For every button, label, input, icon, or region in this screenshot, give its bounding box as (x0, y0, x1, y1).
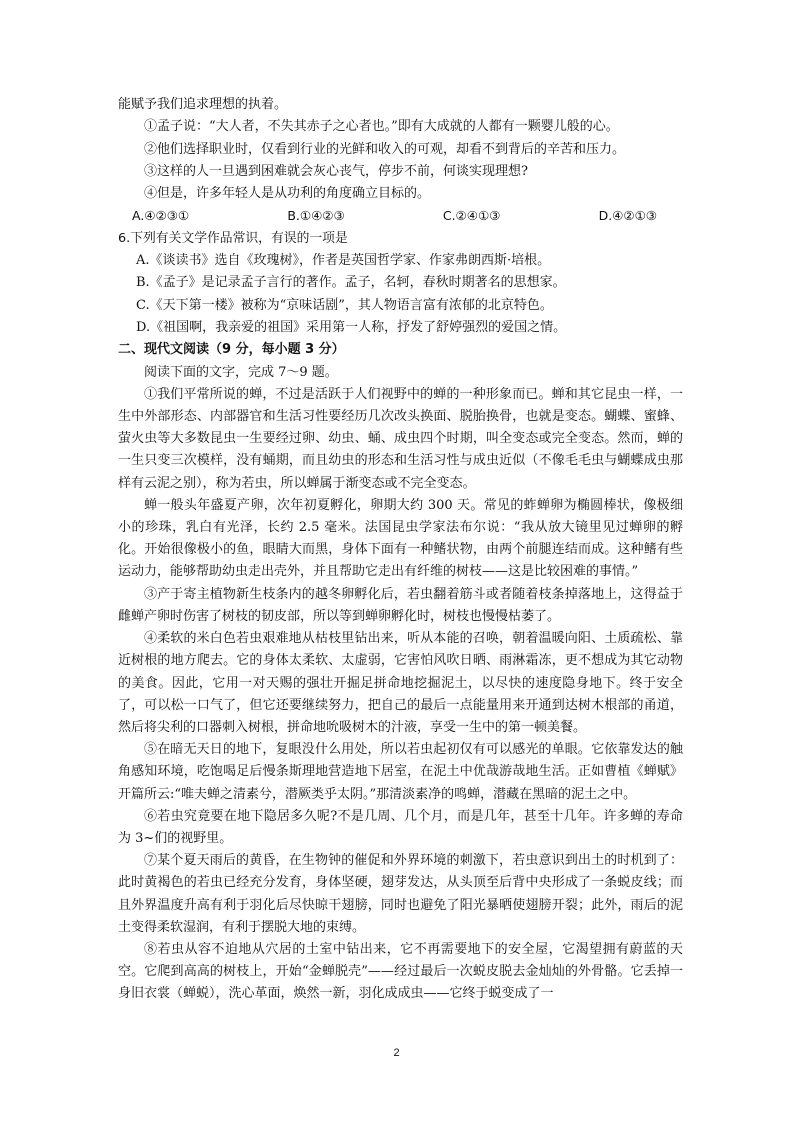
q6-stem: 6.下列有关文学作品常识，有误的一项是 (118, 230, 348, 246)
paragraph-3: ③产于寄主植物新生枝条内的越冬卵孵化后，若虫翻着筋斗或者随着枝条掉落地上，这得益于雌蝉产卵时伤害了树枝的韧皮部，所以等到蝉卵孵化时，树枝也慢慢枯萎了。 (118, 586, 683, 624)
statement-4: ④但是，许多年轻人是从功利的角度确立目标的。 (144, 186, 431, 202)
paragraph-2: 蝉一般头年盛夏产卵，次年初夏孵化，卵期大约 300 天。常见的蚱蝉卵为椭圆棒状，像极细小的珍珠，乳白有光泽，长约 2.5 毫米。法国昆虫学家法布尔说：“我从放大镜里见过蝉卵的孵化。开始很像极小的鱼，眼睛大而黑，身体下面有一种鳍状物，由两个前腿连结而成。这种鳍有些运动力，能够帮助幼虫走出壳外，并且帮助它走出有纤维的树枝——这是比较困难的事情。” (118, 497, 683, 580)
q5-option-a: A.④②③① (132, 208, 190, 224)
q6-option-d: D.《祖国啊，我亲爱的祖国》采用第一人称，抒发了舒婷强烈的爱国之情。 (136, 319, 567, 335)
q5-option-b: B.①④②③ (287, 208, 345, 224)
paragraph-5: ⑤在暗无天日的地下，复眼没什么用处，所以若虫起初仅有可以感光的单眼。它依靠发达的触角感知环境，吃饱喝足后慢条斯理地营造地下居室，在泥土中优哉游哉地生活。正如曹植《蝉赋》开篇所云:“唯夫蝉之清素兮，潜厥类乎太阴。”那清淡素净的鸣蝉，潜藏在黑暗的泥土之中。 (118, 742, 683, 802)
reading-instruction: 阅读下面的文字，完成 7～9 题。 (144, 364, 338, 380)
q6-option-a: A.《谈读书》选自《玫瑰树》，作者是英国哲学家、作家弗朗西斯·培根。 (136, 253, 551, 269)
q5-option-c: C.②④①③ (442, 208, 501, 224)
paragraph-1: ①我们平常所说的蝉，不过是活跃于人们视野中的蝉的一种形象而已。蝉和其它昆虫一样，一生中外部形态、内部器官和生活习性要经历几次改头换面、脱胎换骨，也就是变态。蝴蝶、蜜蜂、萤火虫等大多数昆虫一生要经过卵、幼虫、蛹、成虫四个时期，叫全变态或完全变态。然而，蝉的一生只变三次模样，没有蛹期，而且幼虫的形态和生活习性与成虫近似（不像毛毛虫与蝴蝶成虫那样有云泥之别），称为若虫，所以蝉属于渐变态或不完全变态。 (118, 386, 683, 491)
q6-option-c: C.《天下第一楼》被称为“京味话剧”，其人物语言富有浓郁的北京特色。 (136, 297, 553, 313)
section-heading: 二、现代文阅读（9 分，每小题 3 分） (118, 342, 345, 358)
page-number: 2 (393, 1047, 400, 1059)
page-content (118, 94, 683, 1006)
q6-option-b: B.《孟子》是记录孟子言行的著作。孟子，名轲，春秋时期著名的思想家。 (136, 275, 566, 291)
statement-1: ①孟子说：“大人者，不失其赤子之心者也。”即有大成就的人都有一颗婴儿般的心。 (144, 119, 619, 135)
paragraph-4: ④柔软的米白色若虫艰难地从枯枝里钻出来，听从本能的召唤，朝着温暖向阳、土质疏松、靠近树根的地方爬去。它的身体太柔软、太虚弱，它害怕风吹日晒、雨淋霜冻，更不想成为其它动物的美食。因此，它用一对天赐的强壮开掘足拼命地挖掘泥土，以尽快的速度隐身地下。终于安全了，可以松一口气了，但它还要继续努力，把自己的最后一点能量用来开通到达树木根部的甬道，然后将尖利的口器刺入树根，拼命地吮吸树木的汁液，享受一生中的第一顿美餐。 (118, 631, 683, 735)
continued-line: 能赋予我们追求理想的执着。 (118, 97, 288, 112)
q5-options (118, 205, 683, 227)
paragraph-6: ⑥若虫究竟要在地下隐居多久呢?不是几周、几个月，而是几年，甚至十几年。许多蝉的寿命为 3~们的视野里。 (118, 808, 683, 846)
statement-3: ③这样的人一旦遇到困难就会灰心丧气，停步不前，何谈实现理想? (144, 163, 528, 179)
q5-option-d: D.④②①③ (598, 208, 657, 224)
statement-2: ②他们选择职业时，仅看到行业的光鲜和收入的可观，却看不到背后的辛苦和压力。 (144, 141, 626, 157)
paragraph-8: ⑧若虫从容不迫地从穴居的土室中钻出来，它不再需要地下的安全屋，它渴望拥有蔚蓝的天空。它爬到高高的树枝上，开始“金蝉脱壳”——经过最后一次蜕皮脱去金灿灿的外骨骼。它丢掉一身旧衣裳（蝉蜕），洗心革面，焕然一新，羽化成成虫——它终于蜕变成了一 (118, 941, 683, 1002)
paragraph-7: ⑦某个夏天雨后的黄昏，在生物钟的催促和外界环境的刺激下，若虫意识到出土的时机到了：此时黄褐色的若虫已经充分发育，身体坚硬，翅芽发达，从头顶至后背中央形成了一条蜕皮线；而且外界温度升高有利于羽化后尽快晾干翅膀，同时也避免了阳光暴晒使翅膀开裂；此外，雨后的泥土变得柔软湿润，有利于摆脱大地的束缚。 (118, 853, 683, 935)
